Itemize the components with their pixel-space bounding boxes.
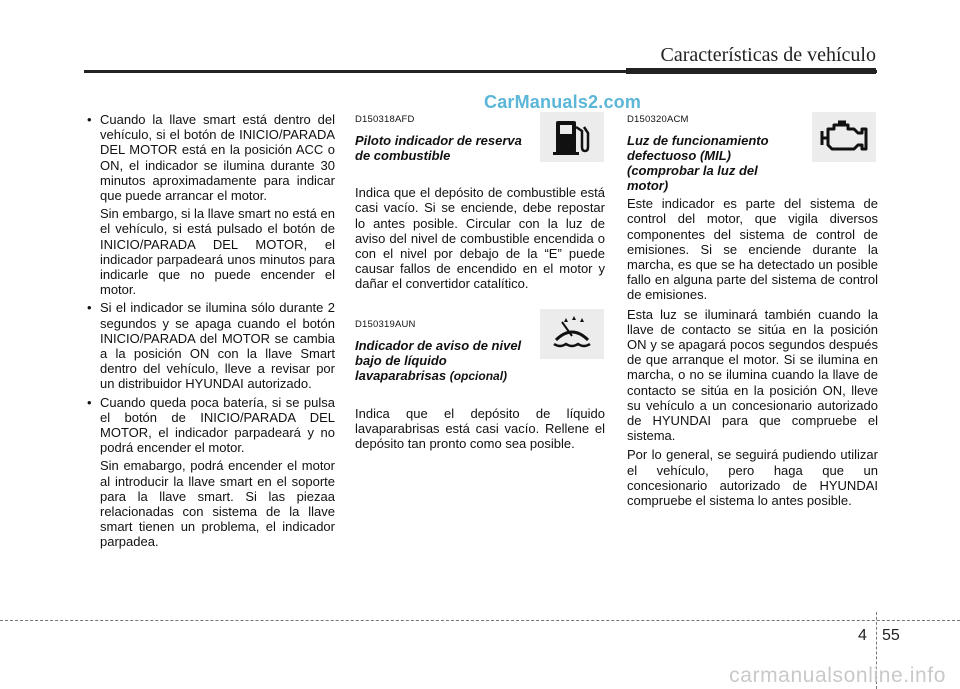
washer-fluid-icon	[540, 309, 604, 359]
section-code: D150320ACM	[627, 114, 689, 125]
bullet-item	[87, 112, 335, 203]
section-body: Indica que el depósito de combustible está casi vacío. Si se enciende, debe repostar lo antes posible. Circular con la luz de aviso del nivel de combustible encendida o con el nivel por debajo de la “E” puede causar fallos de encendido en el motor y dañar el convertidor catalítico.	[355, 185, 605, 292]
chapter-number: 4	[858, 627, 867, 644]
section-heading-wrap	[355, 133, 535, 163]
section-heading: Piloto indicador de reserva de combustible	[355, 133, 522, 164]
bullet-text: Cuando queda poca batería, si se pulsa el botón de INICIO/PARADA DEL MOTOR, el indicador parpadeará y no podrá encender el motor.	[100, 394, 335, 456]
bullet-item	[87, 300, 335, 391]
column-middle	[355, 112, 605, 455]
heading-optional: (opcional)	[449, 368, 508, 383]
bullet-subparagraph: Sin emabargo, podrá encender el motor al introducir la llave smart en el soporte para la llave smart. Si las piezaa relacionadas con sistema de la llave smart tienen un problema, el indicador parpadea.	[100, 458, 335, 550]
section-body: Este indicador es parte del sistema de control del motor, que vigila diversos componentes del sistema de control de emisiones. Si se enciende durante la marcha, es que se ha detectado un posible fallo en alguna parte del sistema de control de emisiones.	[627, 196, 878, 303]
column-right	[627, 112, 878, 512]
bullet-dot: •	[87, 300, 92, 316]
bullet-item	[87, 395, 335, 456]
section-heading: Luz de funcionamiento defectuoso (MIL) (comprobar la luz del motor)	[627, 133, 769, 194]
bullet-dot: •	[87, 112, 92, 127]
check-engine-icon	[812, 112, 876, 162]
section-code: D150318AFD	[355, 114, 415, 125]
column-left	[87, 112, 335, 553]
section-body: Indica que el depósito de líquido lavaparabrisas está casi vacío. Rellene el depósito tan pronto como sea posible.	[355, 405, 605, 452]
fuel-pump-icon	[540, 112, 604, 162]
bullet-text: Cuando la llave smart está dentro del vehículo, si el botón de INICIO/PARADA DEL MOTOR está en la posición ACC o ON, el indicador se ilumina durante 30 minutos aproximadamente para indicar que puede arrancar el motor.	[100, 112, 335, 204]
section-code: D150319AUN	[355, 318, 416, 330]
bullet-text: Si el indicador se ilumina sólo durante 2 segundos y se apaga cuando el botón INICIO/PARADA del MOTOR se cambia a la posición ON con la llave Smart dentro del vehículo, lleve a revisar por un distribuidor HYUNDAI autorizado.	[100, 300, 335, 392]
heading-text: Indicador de aviso de nivel bajo de líquido lavaparabrisas	[355, 337, 522, 383]
bullet-subparagraph: Sin embargo, si la llave smart no está en el vehículo, si está pulsado el botón de INICIO/PARADA DEL MOTOR, el indicador parpadeará unos minutos para indicarle que no puede encender el motor.	[100, 206, 335, 298]
page-header-title: Características de vehículo	[660, 44, 876, 66]
section-body: Esta luz se iluminará también cuando la llave de contacto se sitúa en la posición ON y se apagará pocos segundos después de que arranque el motor. Si se ilumina en marcha, o no se ilumina cuando la llave de contacto se sitúa en la posición ON, lleve su vehículo a un concesionario autorizado de HYUNDAI para que compruebe el sistema.	[627, 306, 878, 444]
header-rule-accent	[626, 68, 876, 74]
footer-rule	[0, 620, 960, 621]
bullet-dot: •	[87, 394, 92, 410]
section-heading-wrap	[355, 338, 535, 384]
section-body: Por lo general, se seguirá pudiendo utilizar el vehículo, pero haga que un concesionario autorizado de HYUNDAI compruebe el sistema lo antes posible.	[627, 447, 878, 509]
watermark-top: CarManuals2.com	[484, 92, 642, 112]
watermark-bottom: carmanualsonline.info	[729, 664, 946, 687]
section-heading	[355, 338, 535, 384]
section-heading-wrap	[627, 133, 777, 193]
page-number: 55	[882, 627, 900, 644]
